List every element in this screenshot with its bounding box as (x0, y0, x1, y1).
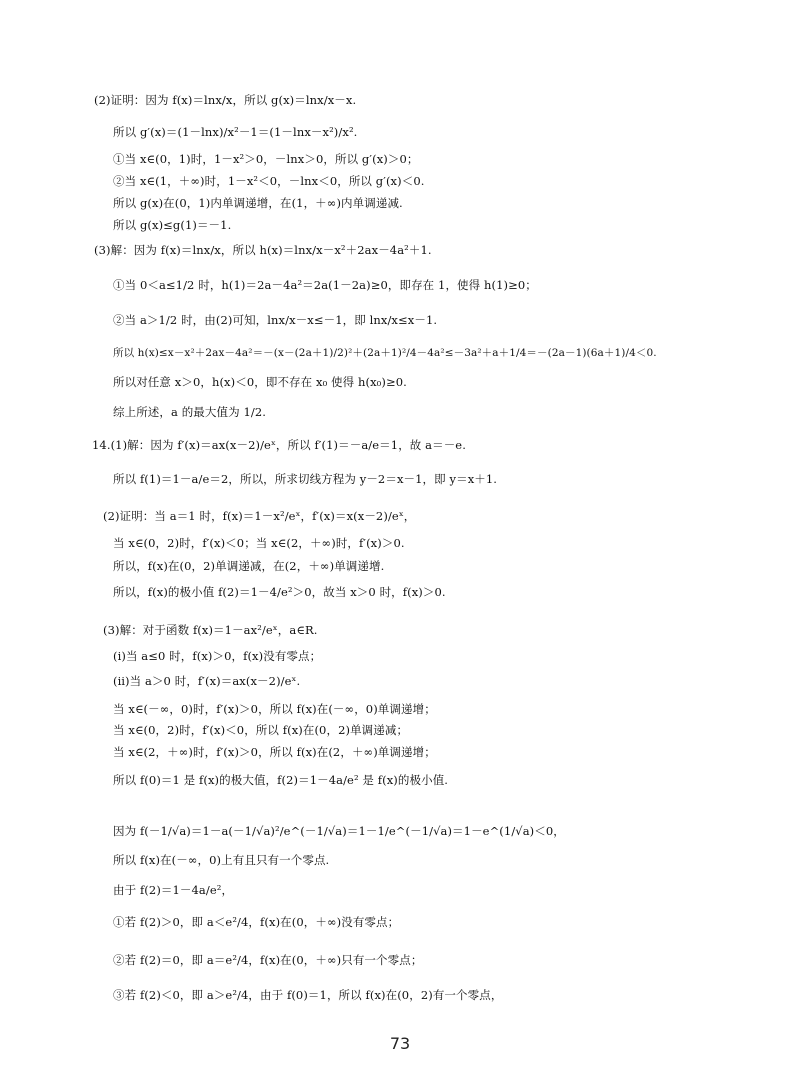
text-line: 所以 f(0)＝1 是 f(x)的极大值，f(2)＝1－4a/e² 是 f(x)的极小值. (113, 773, 449, 787)
text-line: ②若 f(2)＝0，即 a＝e²/4，f(x)在(0，＋∞)只有一个零点； (113, 953, 423, 967)
text-line: 因为 f(－1/√a)＝1－a(－1/√a)²/e^(－1/√a)＝1－1/e^(－1/√a)＝1－e^(1/√a)＜0， (113, 824, 565, 838)
text-line: ②当 a＞1/2 时，由(2)可知，lnx/x－x≤－1，即 lnx/x≤x－1. (113, 313, 438, 327)
text-line: (3)解：对于函数 f(x)＝1－ax²/eˣ，a∈R. (103, 623, 318, 637)
text-line: (ⅱ)当 a＞0 时，f′(x)＝ax(x－2)/eˣ. (113, 674, 301, 688)
text-line: 综上所述，a 的最大值为 1/2. (113, 405, 267, 419)
text-line: (2)证明：当 a＝1 时，f(x)＝1－x²/eˣ，f′(x)＝x(x－2)/eˣ， (103, 509, 416, 523)
text-line: 14.(1)解：因为 f′(x)＝ax(x－2)/eˣ，所以 f′(1)＝－a/e＝1，故 a＝－e. (92, 438, 466, 452)
text-line: 所以 h(x)≤x－x²＋2ax－4a²＝－(x－(2a＋1)/2)²＋(2a＋1)²/4－4a²≤－3a²＋a＋1/4＝－(2a－1)(6a＋1)/4＜0. (113, 347, 657, 359)
text-line: ①当 0＜a≤1/2 时，h(1)＝2a－4a²＝2a(1－2a)≥0，即存在 1，使得 h(1)≥0； (113, 278, 537, 292)
text-line: 所以，f(x)在(0，2)单调递减，在(2，＋∞)单调递增. (113, 559, 385, 573)
text-line: 当 x∈(0，2)时，f′(x)＜0，所以 f(x)在(0，2)单调递减； (113, 723, 409, 737)
text-line: 所以 f(x)在(－∞，0)上有且只有一个零点. (113, 853, 330, 867)
text-line: (2)证明：因为 f(x)＝lnx/x，所以 g(x)＝lnx/x－x. (94, 93, 357, 107)
text-line: (ⅰ)当 a≤0 时，f(x)＞0，f(x)没有零点； (113, 649, 322, 663)
text-line: 所以 g(x)≤g(1)＝－1. (113, 218, 232, 232)
text-line: ①若 f(2)＞0，即 a＜e²/4，f(x)在(0，＋∞)没有零点； (113, 915, 400, 929)
text-line: 由于 f(2)＝1－4a/e²， (113, 883, 234, 897)
text-line: 所以 g′(x)＝(1－lnx)/x²－1＝(1－lnx－x²)/x². (113, 125, 358, 139)
text-line: ②当 x∈(1，＋∞)时，1－x²＜0，－lnx＜0，所以 g′(x)＜0. (113, 174, 425, 188)
text-line: 所以对任意 x＞0，h(x)＜0，即不存在 x₀ 使得 h(x₀)≥0. (113, 375, 407, 389)
text-line: 当 x∈(－∞，0)时，f′(x)＞0，所以 f(x)在(－∞，0)单调递增； (113, 702, 436, 716)
text-line: 所以 g(x)在(0，1)内单调递增，在(1，＋∞)内单调递减. (113, 196, 403, 210)
text-line: ①当 x∈(0，1)时，1－x²＞0，－lnx＞0，所以 g′(x)＞0； (113, 152, 419, 166)
text-line: 当 x∈(0，2)时，f′(x)＜0；当 x∈(2，＋∞)时，f′(x)＞0. (113, 536, 405, 550)
page-number: 73 (389, 1034, 411, 1053)
text-line: 所以 f(1)＝1－a/e＝2，所以，所求切线方程为 y－2＝x－1，即 y＝x＋1. (113, 472, 498, 486)
text-line: ③若 f(2)＜0，即 a＞e²/4，由于 f(0)＝1，所以 f(x)在(0，2)有一个零点， (113, 988, 503, 1002)
text-line: (3)解：因为 f(x)＝lnx/x，所以 h(x)＝lnx/x－x²＋2ax－4a²＋1. (94, 243, 432, 257)
text-line: 所以，f(x)的极小值 f(2)＝1－4/e²＞0，故当 x＞0 时，f(x)＞0. (113, 585, 446, 599)
text-line: 当 x∈(2，＋∞)时，f′(x)＞0，所以 f(x)在(2，＋∞)单调递增； (113, 745, 436, 759)
